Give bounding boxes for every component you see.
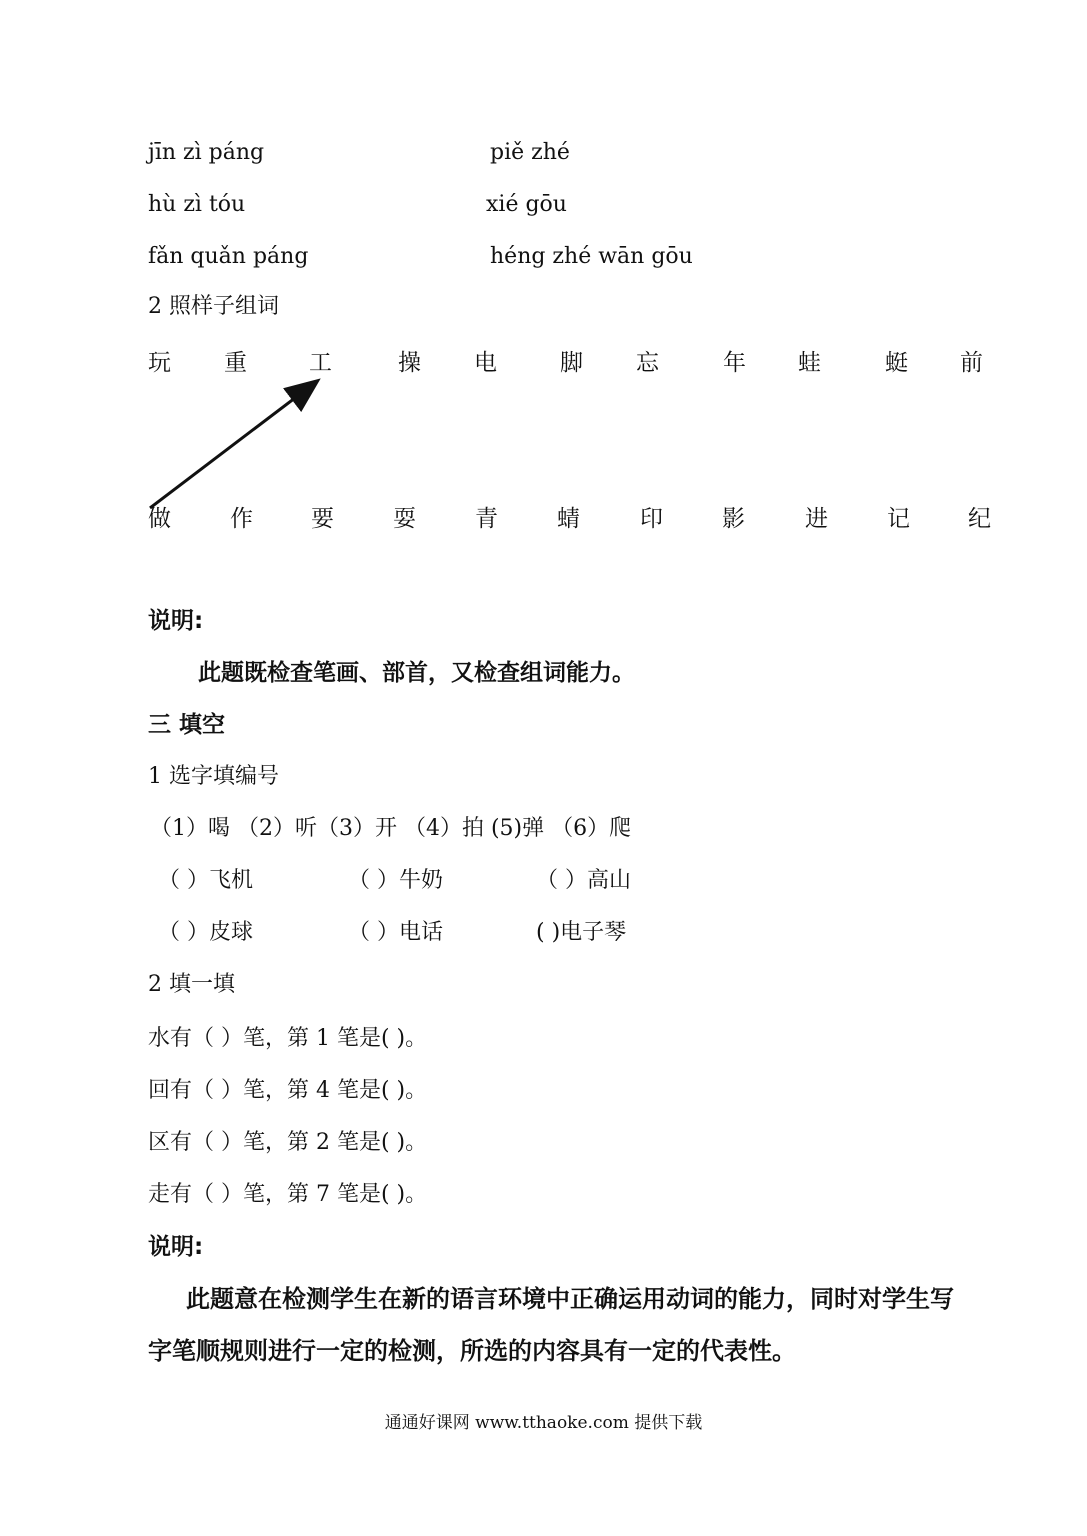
fill-item: （ ）飞机 [158, 868, 253, 893]
note-1-text: 此题既检查笔画、部首，又检查组词能力。 [198, 660, 635, 686]
pinyin-right-2: xié gōu [486, 192, 567, 217]
fill-item: （ ）高山 [536, 868, 631, 893]
char-bottom: 做 [148, 506, 171, 532]
note-2-line2: 字笔顺规则进行一定的检测，所选的内容具有一定的代表性。 [148, 1337, 796, 1365]
stroke-question: 回有（ ）笔，第 4 笔是( )。 [148, 1078, 428, 1103]
char-bottom: 记 [887, 506, 910, 532]
stroke-question: 水有（ ）笔，第 1 笔是( )。 [148, 1026, 428, 1051]
section-3-sub1: 1 选字填编号 [148, 764, 279, 789]
section-3-title: 三 填空 [148, 712, 226, 738]
char-top: 电 [474, 350, 497, 376]
pinyin-right-1: piě zhé [490, 140, 570, 165]
fill-item: （ ）皮球 [158, 920, 253, 945]
char-bottom: 作 [230, 506, 253, 532]
pinyin-left-3: fǎn quǎn páng [148, 244, 309, 269]
char-top: 玩 [148, 350, 171, 376]
char-top: 年 [723, 350, 746, 376]
fill-item: ( )电子琴 [536, 920, 627, 945]
char-top: 蜓 [885, 350, 908, 376]
char-top: 工 [309, 350, 332, 376]
char-row-bottom [0, 500, 1087, 534]
note-1-label: 说明: [148, 608, 204, 634]
char-bottom: 印 [640, 506, 663, 532]
char-bottom: 影 [722, 506, 745, 532]
pinyin-left-1: jīn zì páng [148, 140, 265, 165]
fill-item: （ ）牛奶 [348, 868, 443, 893]
char-bottom: 纪 [968, 506, 991, 532]
char-bottom: 要 [311, 506, 334, 532]
char-top: 操 [398, 350, 421, 376]
char-top: 重 [224, 350, 247, 376]
pinyin-right-3: héng zhé wān gōu [490, 244, 693, 269]
char-bottom: 进 [805, 506, 828, 532]
fill-item: （ ）电话 [348, 920, 443, 945]
char-top: 脚 [560, 350, 583, 376]
section-2-title: 2 照样子组词 [148, 294, 279, 319]
stroke-question: 区有（ ）笔，第 2 笔是( )。 [148, 1130, 428, 1155]
note-2-line1: 此题意在检测学生在新的语言环境中正确运用动词的能力，同时对学生写 [186, 1285, 954, 1313]
stroke-question: 走有（ ）笔，第 7 笔是( )。 [148, 1182, 428, 1207]
options-list: （1）喝 （2）听（3）开 （4）拍 (5)弹 （6）爬 [150, 816, 632, 841]
note-2-label: 说明: [148, 1234, 204, 1260]
section-3-sub2: 2 填一填 [148, 972, 235, 997]
char-top: 蛙 [798, 350, 821, 376]
char-bottom: 耍 [393, 506, 416, 532]
char-top: 忘 [636, 350, 659, 376]
char-bottom: 蜻 [557, 506, 580, 532]
footer-text: 通通好课网 www.tthaoke.com 提供下载 [384, 1413, 703, 1433]
char-bottom: 青 [475, 506, 498, 532]
char-top: 前 [960, 350, 983, 376]
pinyin-left-2: hù zì tóu [148, 192, 246, 217]
